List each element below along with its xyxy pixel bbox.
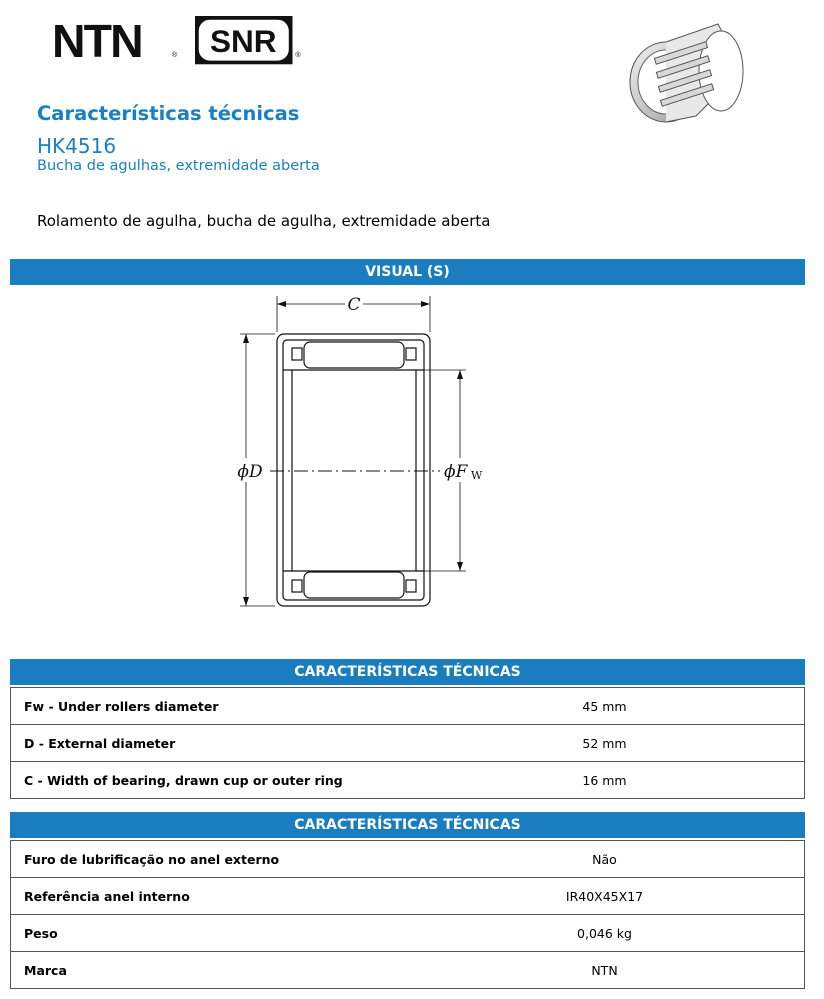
dim-d-label: ϕD (237, 462, 263, 482)
spec-value: NTN (405, 952, 805, 989)
spec-table-2 (10, 840, 805, 989)
product-code: HK4516 (37, 134, 117, 158)
ntn-logo: NTN (52, 16, 142, 67)
spec-value: 0,046 kg (405, 915, 805, 952)
spec-value: 45 mm (405, 688, 805, 725)
product-subtitle: Bucha de agulhas, extremidade aberta (37, 158, 320, 174)
product-description: Rolamento de agulha, bucha de agulha, extremidade aberta (37, 212, 491, 230)
dim-fw-label: ϕF (444, 462, 468, 482)
svg-text:®: ® (295, 49, 301, 59)
spec-table-1 (10, 687, 805, 799)
spec-value: 52 mm (405, 725, 805, 762)
spec-band-2: CARACTERÍSTICAS TÉCNICAS (10, 812, 805, 838)
table-row (11, 762, 805, 799)
spec-band-1: CARACTERÍSTICAS TÉCNICAS (10, 659, 805, 685)
spec-label: Furo de lubrificação no anel externo (11, 841, 406, 878)
bearing-drawing (230, 290, 490, 620)
spec-label: Referência anel interno (11, 878, 406, 915)
spec-label: C - Width of bearing, drawn cup or outer ring (11, 762, 406, 799)
spec-label: D - External diameter (11, 725, 406, 762)
table-row (11, 915, 805, 952)
brand-logos (42, 16, 322, 68)
snr-logo-text: SNR (209, 23, 277, 60)
dim-fw-subscript: W (471, 469, 483, 482)
spec-value: 16 mm (405, 762, 805, 799)
spec-value: Não (405, 841, 805, 878)
visual-band: VISUAL (S) (10, 259, 805, 285)
needle-bearing-icon (626, 16, 750, 128)
table-row (11, 952, 805, 989)
spec-label: Fw - Under rollers diameter (11, 688, 406, 725)
svg-text:®: ® (171, 49, 178, 59)
spec-label: Marca (11, 952, 406, 989)
spec-label: Peso (11, 915, 406, 952)
table-row (11, 725, 805, 762)
dim-c-label: C (347, 295, 361, 315)
table-row (11, 878, 805, 915)
table-row (11, 688, 805, 725)
table-row (11, 841, 805, 878)
spec-value: IR40X45X17 (405, 878, 805, 915)
page-title: Características técnicas (37, 102, 300, 125)
